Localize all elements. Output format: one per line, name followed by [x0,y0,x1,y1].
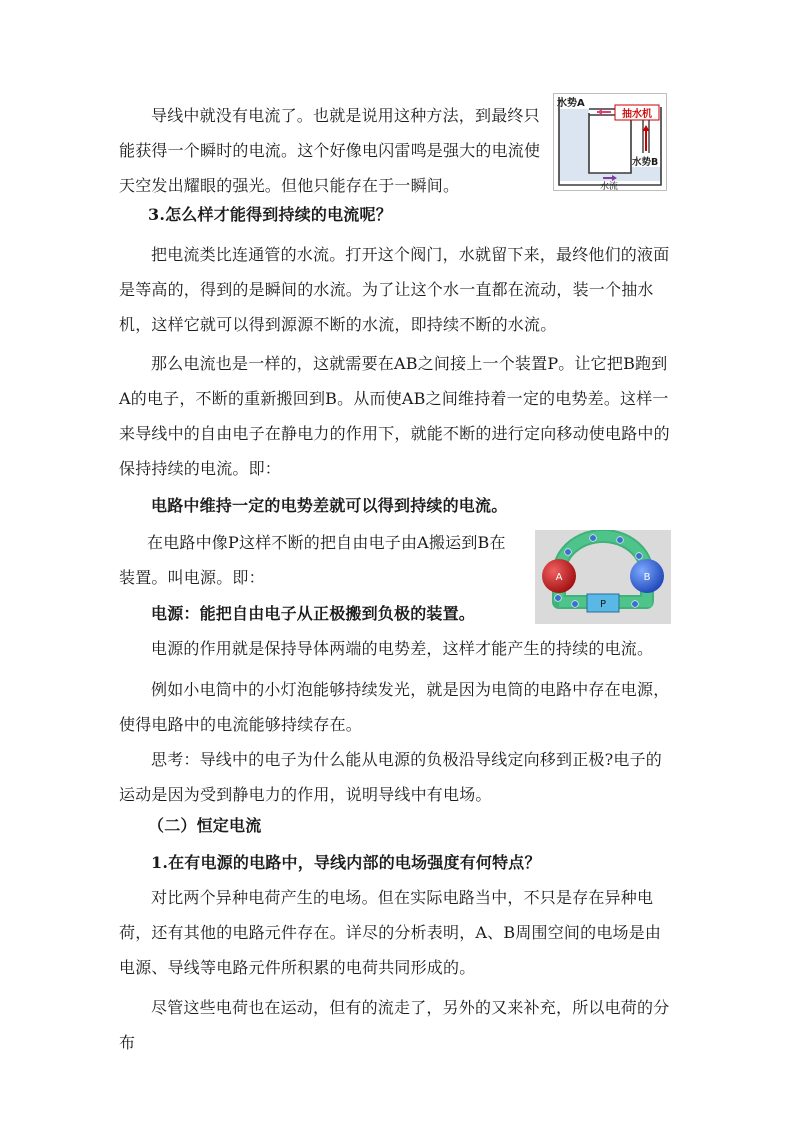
paragraph-water-analogy: 把电流类比连通管的水流。打开这个阀门，水就留下来，最终他们的液面是等高的，得到的是瞬间的水流。为了让这个水一直都在流动，装一个抽水机，这样它就可以得到源源不断的水流，即持续不断的水流。 [119,245,670,334]
water-level-b-label: 水势B [632,157,659,168]
heading-field-strength-question: 1.在有电源的电路中，导线内部的电场强度有何特点？ [151,853,541,872]
sphere-a-label: A [555,572,563,583]
circuit-figure [535,530,671,624]
device-p-label: P [599,599,607,610]
paragraph-charge-distribution: 尽管这些电荷也在运动，但有的流走了，另外的又来补充，所以电荷的分布 [119,998,670,1052]
definition-power-source: 电源：能把自由电子从正极搬到负极的装置。 [151,604,476,623]
paragraph-field-analysis: 对比两个异种电荷产生的电场。但在实际电路当中，不只是存在异种电荷，还有其他的电路元件存在。详尽的分析表明，A、B周围空间的电场是由电源、导线等电路元件所积累的电荷共同形成的。 [119,888,662,977]
paragraph-power-source-role: 电源的作用就是保持导体两端的电势差，这样才能产生的持续的电流。 [151,639,654,658]
circuit-diagram [535,530,671,624]
key-statement-potential-difference: 电路中维持一定的电势差就可以得到持续的电流。 [151,496,508,515]
paragraph-device-p: 那么电流也是一样的，这就需要在AB之间接上一个装置P。让它把B跑到A的电子，不断的重新搬回到B。从而使AB之间维持着一定的电势差。这样一来导线中的自由电子在静电力的作用下，就能不断的进行定向移动使电路中的保持持续的电流。即： [119,354,670,478]
water-tank-diagram [553,93,667,191]
paragraph-instant-current: 导线中就没有电流了。也就是说用这种方法，到最终只能获得一个瞬时的电流。这个好像电闪雷鸣是强大的电流使天空发出耀眼的强光。但他只能存在于一瞬间。 [119,106,541,195]
water-tank-figure [553,93,667,191]
sphere-b-label: B [643,572,651,583]
paragraph-flashlight-example: 例如小电筒中的小灯泡能够持续发光，就是因为电筒的电路中存在电源，使得电路中的电流能够持续存在。 [119,680,670,734]
heading-continuous-current: 3.怎么样才能得到持续的电流呢？ [148,205,392,224]
paragraph-power-source-definition: 在电路中像P这样不断的把自由电子由A搬运到B在装置。叫电源。即： [119,533,506,587]
section-heading-constant-current: （二）恒定电流 [148,816,262,835]
paragraph-thinking-question: 思考：导线中的电子为什么能从电源的负极沿导线定向移到正极?电子的运动是因为受到静电力的作用，说明导线中有电场。 [119,750,662,804]
pump-label: 抽水机 [622,109,652,120]
water-level-a-label: 水势A [557,98,585,109]
water-flow-label: 水流 [599,182,619,191]
